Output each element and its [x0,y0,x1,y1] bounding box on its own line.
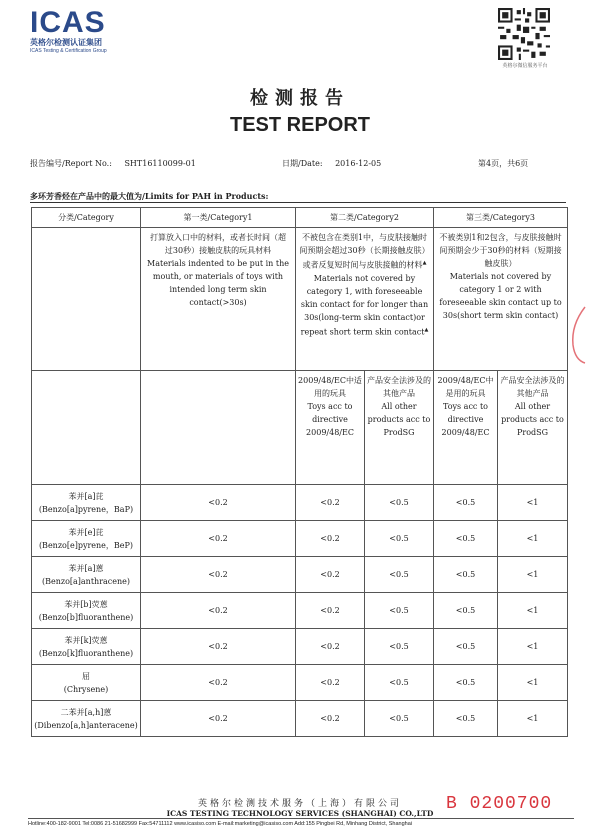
footer-contact: Hotline:400-182-9001 Tel:0086 21-51682999 Fax:54711112 www.icasiso.com E-mail:marketing@icasiso.com Add:155 Pingbei Rd, Minhang District, Shanghai [28,821,412,827]
substance-cell [32,485,141,521]
date-value: 2016-12-05 [335,159,382,168]
limit-value-cell: <0.2 [296,665,365,701]
substance-name-en: (Benzo[a]anthracene) [41,576,131,586]
table-row [32,701,568,737]
limit-value-cell: <1 [498,593,568,629]
header-category: 分类/Category [32,208,141,228]
substance-name-cn: 苯并[a]芘 [68,491,104,501]
report-no-value: SHT16110099-01 [124,159,196,168]
limit-value-cell: <0.2 [296,485,365,521]
substance-name-en: (Chrysene) [63,684,109,694]
limit-value-cell: <0.2 [296,557,365,593]
cat1-description [141,228,296,371]
report-date [282,158,381,169]
footer-company-cn: 英格尔检测技术服务（上海）有限公司 [197,799,402,809]
section-title: 多环芳香烃在产品中的最大值为/Limits for PAH in Products: [30,191,269,201]
cat3-prodsg [498,371,568,485]
cat2-desc-en: Materials not covered by category 1, with foreseeable skin contact for for longer than 30s(long-term skin contact)or repeat short term skin contact▲ [300,273,429,337]
qr-caption: 英格尔微信服务平台 [502,63,548,69]
report-no-label: 报告编号/Report No.: [30,159,112,168]
footer-divider [28,818,574,819]
limit-value-cell: <0.2 [296,521,365,557]
company-logo [30,8,130,54]
cat2-desc-cn: 不被包含在类别1中，与皮肤接触时间预期会超过30秒（长期接触皮肤）或者反复短时间与皮肤接触的材料▲ [299,233,430,270]
report-title-cn: 检测报告 [250,88,350,109]
limit-value-cell: <1 [498,665,568,701]
limit-value-cell: <0.2 [141,665,296,701]
substance-cell [32,557,141,593]
limit-value-cell: <0.2 [296,629,365,665]
limit-value-cell: <1 [498,521,568,557]
limit-value-cell: <0.2 [141,701,296,737]
header-cat2: 第二类/Category2 [296,208,434,228]
header-cat1: 第一类/Category1 [141,208,296,228]
logo-en: ICAS Testing & Certification Group [30,48,107,54]
limit-value-cell: <0.5 [434,557,498,593]
limit-value-cell: <0.5 [434,629,498,665]
cat3-desc-cn: 不被类别1和2包含，与皮肤接触时间预期会少于30秒的材料（短期接触皮肤） [439,233,562,268]
cat2-prodsg-en: All other products acc to ProdSG [367,402,431,437]
limit-value-cell: <0.2 [141,557,296,593]
cat1-desc-cn: 打算放入口中的材料，或者长时间（超过30秒）接触皮肤的玩具材料 [150,233,286,255]
limit-value-cell: <0.5 [365,629,434,665]
cat2-toys [296,371,365,485]
substance-name-en: (Benzo[e]pyrene，BeP) [38,540,134,550]
limit-value-cell: <0.5 [365,557,434,593]
cat3-desc-en: Materials not covered by category 1 or 2 with foreseeable skin contact up to 30s(short term skin contact) [439,272,562,320]
table-row [32,629,568,665]
limit-value-cell: <0.5 [434,485,498,521]
limit-value-cell: <0.5 [434,701,498,737]
table-row [32,557,568,593]
substance-name-cn: 屈 [82,671,90,681]
table-row [32,665,568,701]
subcategory-row [32,371,568,485]
substance-cell [32,629,141,665]
limit-value-cell: <0.5 [365,701,434,737]
substance-cell [32,521,141,557]
limit-value-cell: <0.5 [434,593,498,629]
cat2-prodsg-cn: 产品安全法涉及的其他产品 [367,376,431,398]
sub-empty-2 [141,371,296,485]
limit-value-cell: <0.2 [141,593,296,629]
substance-name-en: (Benzo[k]fluoranthene) [38,648,134,658]
substance-cell [32,665,141,701]
footer-company-en: ICAS TESTING TECHNOLOGY SERVICES (SHANGHAI) CO.,LTD [166,809,434,818]
cat2-toys-en: Toys acc to directive 2009/48/EC [306,402,354,437]
header-cat3: 第三类/Category3 [434,208,568,228]
cat3-prodsg-en: All other products acc to ProdSG [501,402,564,437]
cat3-description [434,228,568,371]
substance-cell [32,593,141,629]
cat1-desc-en: Materials indented to be put in the mouth, or materials of toys with intended long term skin contact(>30s) [147,259,289,307]
cat2-description [296,228,434,371]
substance-name-en: (Benzo[b]fluoranthene) [38,612,134,622]
substance-name-cn: 苯并[a]蒽 [68,563,104,573]
limit-value-cell: <0.2 [296,701,365,737]
limit-value-cell: <0.5 [365,485,434,521]
limit-value-cell: <0.5 [365,521,434,557]
cat2-prodsg [365,371,434,485]
substance-name-en: (Benzo[a]pyrene，BaP) [38,504,134,514]
cat3-prodsg-cn: 产品安全法涉及的其他产品 [500,376,565,398]
report-number [30,158,196,169]
limit-value-cell: <0.2 [141,521,296,557]
substance-name-en: (Dibenzo[a,h]anteracene) [34,720,138,730]
limit-value-cell: <0.2 [141,485,296,521]
serial-number: B 0200700 [446,794,553,814]
red-stamp-mark [567,305,589,365]
divider [30,202,566,203]
qr-code-icon [498,8,550,60]
limit-value-cell: <0.5 [365,593,434,629]
substance-name-cn: 苯并[b]荧蒽 [64,599,108,609]
sub-empty-1 [32,371,141,485]
limit-value-cell: <1 [498,557,568,593]
cat3-toys-cn: 2009/48/EC中是用的玩具 [437,376,494,398]
pah-rows [32,485,568,737]
substance-name-cn: 苯并[k]荧蒽 [64,635,108,645]
limit-value-cell: <1 [498,485,568,521]
desc-empty [32,228,141,371]
date-label: 日期/Date: [282,159,323,168]
substance-name-cn: 苯并[e]芘 [68,527,104,537]
limit-value-cell: <0.5 [434,665,498,701]
cat3-toys [434,371,498,485]
logo-cn: 英格尔检测认证集团 [30,38,102,47]
limit-value-cell: <0.2 [141,629,296,665]
limit-value-cell: <1 [498,701,568,737]
pah-limits-table [31,207,568,737]
table-row [32,485,568,521]
limit-value-cell: <0.5 [434,521,498,557]
cat2-desc-en-text: Materials not covered by category 1, with foreseeable skin contact for for longer than 30s(long-term skin contact)or repeat short term skin contact [300,273,429,337]
substance-name-cn: 二苯并[a,h]蒽 [60,707,112,717]
table-header-row [32,208,568,228]
cat2-desc-cn-text: 不被包含在类别1中，与皮肤接触时间预期会超过30秒（长期接触皮肤）或者反复短时间与皮肤接触的材料 [299,233,430,270]
limit-value-cell: <0.2 [296,593,365,629]
report-title-en: TEST REPORT [229,114,370,136]
description-row [32,228,568,371]
limit-value-cell: <0.5 [365,665,434,701]
table-row [32,521,568,557]
cat2-toys-cn: 2009/48/EC中适用的玩具 [298,376,362,398]
logo-text: ICAS [30,6,106,39]
table-row [32,593,568,629]
substance-cell [32,701,141,737]
cat3-toys-en: Toys acc to directive 2009/48/EC [441,402,490,437]
limit-value-cell: <1 [498,629,568,665]
page-indicator: 第4页，共6页 [478,159,529,168]
